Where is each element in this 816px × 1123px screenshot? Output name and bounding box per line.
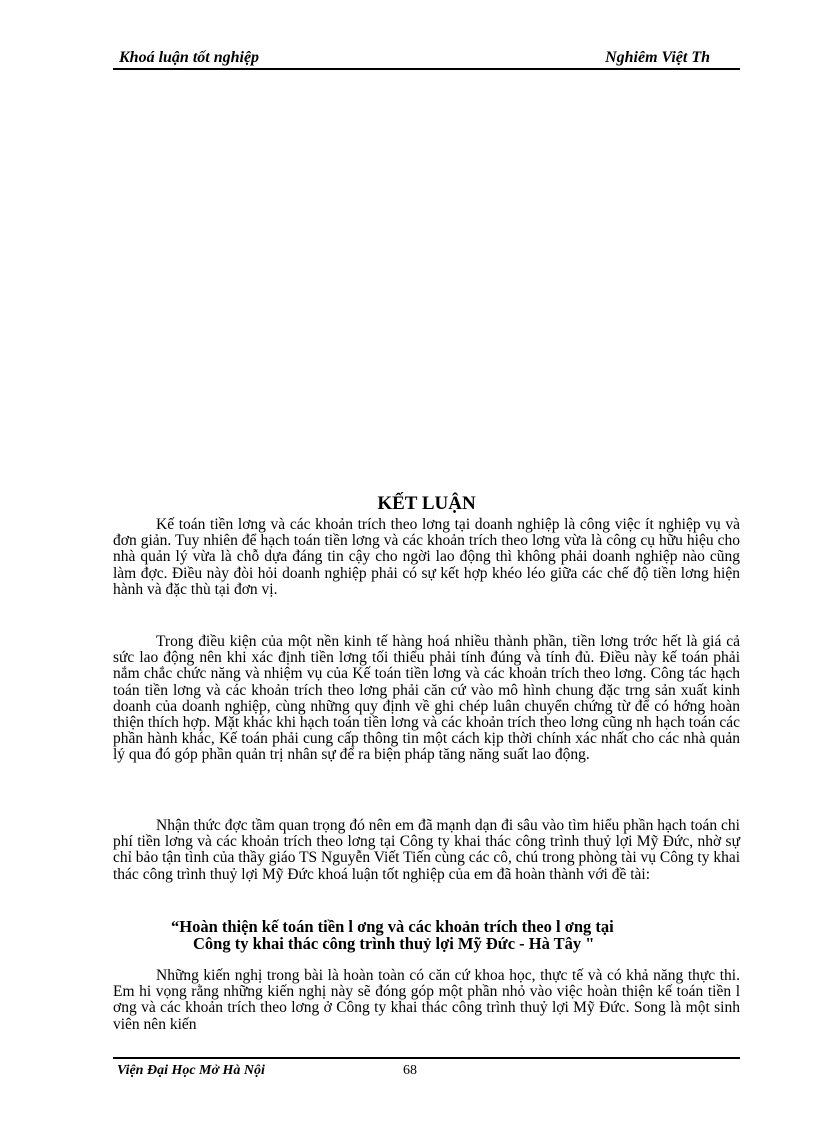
page-number: 68 <box>403 1063 417 1078</box>
paragraph <box>113 517 740 598</box>
page-title: KẾT LUẬN <box>377 493 476 514</box>
paragraph-text: Trong điều kiện của một nền kinh tế hàng hoá nhiều thành phần, tiền lơng trớc hết là giá cả sức lao động nên khi xác định tiền lơng tối thiểu phải tính đúng và tính đủ. Điều này kế toán phải nắm chắc chức năng và nhiệm vụ của Kế toán tiền lơng và các khoản trích theo lơng. Công tác hạch toán tiền lơng và các khoản trích theo lơng phải căn cứ vào mô hình chung đặc trng sản xuất kinh doanh của doanh nghiệp, cùng những quy định về ghi chép luân chuyển chứng từ để có hớng hoàn thiện thích hợp. Mặt khác khi hạch toán tiền lơng và các khoản trích theo lơng cũng nh hạch toán các phần hành khác, Kế toán phải cung cấp thông tin một cách kịp thời chính xác nhất cho các nhà quản lý qua đó góp phần quản trị nhân sự để ra biện pháp tăng năng suất lao động. <box>113 633 740 764</box>
page-footer <box>113 1057 740 1079</box>
thesis-title-line-2: Công ty khai thác công trình thuỷ lợi Mỹ Đức - Hà Tây " <box>193 934 595 953</box>
paragraph-text: Nhận thức đợc tầm quan trọng đó nên em đã mạnh dạn đi sâu vào tìm hiểu phần hạch toán chi phí tiền lơng và các khoản trích theo lơng tại Công ty khai thác công trình thuỷ lợi Mỹ Đức, nhờ sự chỉ bảo tận tình của thầy giáo TS Nguyễn Viết Tiến cùng các cô, chú trong phòng tài vụ Công ty khai thác công trình thuỷ lợi Mỹ Đức khoá luận tốt nghiệp của em đã hoàn thành với đề tài: <box>113 817 741 883</box>
paragraph <box>113 818 740 883</box>
footer-institution: Viện Đại Học Mở Hà Nội <box>117 1063 265 1078</box>
thesis-title <box>113 918 740 952</box>
thesis-title-line-1: “Hoàn thiện kế toán tiền l ơng và các khoản trích theo l ơng tại <box>171 917 614 936</box>
header-document-type: Khoá luận tốt nghiệp <box>119 49 260 66</box>
paragraph-text: Kế toán tiền lơng và các khoản trích theo lơng tại doanh nghiệp là công việc ít nghiệp vụ và đơn giản. Tuy nhiên để hạch toán tiền lơng và các khoản trích theo lơng vừa là công cụ hữu hiệu cho nhà quản lý vừa là chỗ dựa đáng tin cậy cho ngời lao động thì không phải doanh nghiệp nào cũng làm đợc. Điều này đòi hỏi doanh nghiệp phải có sự kết hợp khéo léo giữa các chế độ tiền lơng hiện hành và đặc thù tại đơn vị. <box>113 516 740 598</box>
paragraph <box>113 968 740 1033</box>
paragraph <box>113 634 740 764</box>
page-header <box>113 48 740 70</box>
header-author: Nghiêm Việt Th <box>605 49 710 66</box>
paragraph-text: Những kiến nghị trong bài là hoàn toàn có căn cứ khoa học, thực tế và có khả năng thực thi. Em hi vọng rằng những kiến nghị này sẽ đóng góp một phần nhỏ vào việc hoàn thiện kế toán tiền l ơng và các khoản trích theo lơng ở Công ty khai thác công trình thuỷ lợi Mỹ Đức. Song là một sinh viên nên kiến <box>113 967 740 1033</box>
